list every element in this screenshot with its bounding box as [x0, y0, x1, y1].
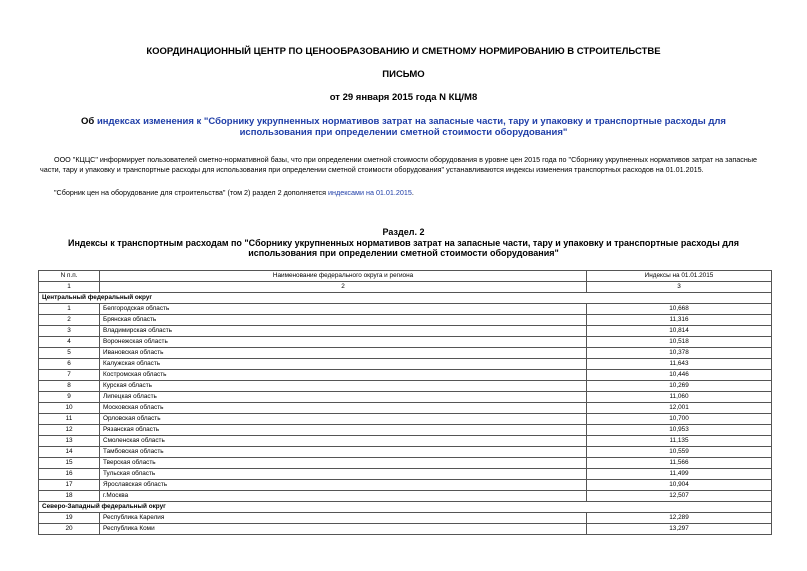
region-name: Республика Карелия — [100, 513, 587, 524]
table-row — [39, 315, 772, 326]
region-name: Владимирская область — [100, 326, 587, 337]
row-number: 13 — [39, 436, 100, 447]
index-value: 10,904 — [587, 480, 772, 491]
region-name: Курская область — [100, 381, 587, 392]
document-date: от 29 января 2015 года N КЦ/М8 — [329, 92, 478, 103]
subject-link[interactable]: индексах изменения к "Сборнику укрупненных нормативов затрат на запасные части, тару и упаковку и транспортные расходы для использования при определении сметной стоимости оборудования" — [96, 116, 726, 138]
document-subject — [50, 116, 757, 138]
row-number: 11 — [39, 414, 100, 425]
section-number: Раздел. 2 — [382, 227, 425, 237]
row-number: 10 — [39, 403, 100, 414]
row-number: 5 — [39, 348, 100, 359]
index-value: 10,446 — [587, 370, 772, 381]
region-name: Тверская область — [100, 458, 587, 469]
supplement-paragraph — [54, 188, 784, 198]
row-number: 15 — [39, 458, 100, 469]
header-number: N п.п. — [39, 271, 100, 282]
region-name: Московская область — [100, 403, 587, 414]
table-row — [39, 414, 772, 425]
row-number: 17 — [39, 480, 100, 491]
row-number: 20 — [39, 524, 100, 535]
column-number-row — [39, 282, 772, 293]
index-value: 11,316 — [587, 315, 772, 326]
row-number: 19 — [39, 513, 100, 524]
document-type: ПИСЬМО — [382, 69, 425, 80]
region-name: Ивановская область — [100, 348, 587, 359]
region-name: Брянская область — [100, 315, 587, 326]
index-value: 12,001 — [587, 403, 772, 414]
header-index: Индексы на 01.01.2015 — [587, 271, 772, 282]
row-number: 9 — [39, 392, 100, 403]
index-value: 11,499 — [587, 469, 772, 480]
table-row — [39, 524, 772, 535]
index-value: 10,518 — [587, 337, 772, 348]
region-name: Костромская область — [100, 370, 587, 381]
region-name: Липецкая область — [100, 392, 587, 403]
index-value: 11,643 — [587, 359, 772, 370]
column-number-2: 2 — [100, 282, 587, 293]
region-name: г.Москва — [100, 491, 587, 502]
supplement-text: "Сборник цен на оборудование для строительства" (том 2) раздел 2 дополняется — [54, 188, 329, 197]
row-number: 4 — [39, 337, 100, 348]
table-row — [39, 469, 772, 480]
subject-prefix: Об — [81, 116, 97, 127]
group-name: Северо-Западный федеральный округ — [39, 502, 772, 513]
region-name: Тамбовская область — [100, 447, 587, 458]
index-value: 11,135 — [587, 436, 772, 447]
index-value: 12,289 — [587, 513, 772, 524]
region-name: Воронежская область — [100, 337, 587, 348]
row-number: 12 — [39, 425, 100, 436]
index-value: 12,507 — [587, 491, 772, 502]
table-row — [39, 480, 772, 491]
row-number: 7 — [39, 370, 100, 381]
region-name: Белгородская область — [100, 304, 587, 315]
row-number: 3 — [39, 326, 100, 337]
column-number-1: 1 — [39, 282, 100, 293]
index-value: 13,297 — [587, 524, 772, 535]
supplement-end: . — [411, 188, 414, 197]
table-row — [39, 425, 772, 436]
row-number: 2 — [39, 315, 100, 326]
table-row — [39, 381, 772, 392]
index-value: 10,559 — [587, 447, 772, 458]
table-body — [39, 293, 772, 535]
index-value: 10,814 — [587, 326, 772, 337]
row-number: 16 — [39, 469, 100, 480]
table-row — [39, 436, 772, 447]
region-name: Ярославская область — [100, 480, 587, 491]
table-row — [39, 447, 772, 458]
table-row — [39, 370, 772, 381]
group-name: Центральный федеральный округ — [39, 293, 772, 304]
index-value: 10,269 — [587, 381, 772, 392]
table-row — [39, 326, 772, 337]
table-row — [39, 304, 772, 315]
region-name: Республика Коми — [100, 524, 587, 535]
row-number: 14 — [39, 447, 100, 458]
row-number: 1 — [39, 304, 100, 315]
index-value: 10,378 — [587, 348, 772, 359]
table-row — [39, 513, 772, 524]
intro-paragraph: ООО "КЦЦС" информирует пользователей сметно-нормативной базы, что при определении сметной стоимости оборудования в уровне цен 2015 года по "Сборнику укрупненных нормативов затрат на запасные части, тару и упаковку и транспортные расходы для использования при определении сметной стоимости оборудования" устанавливаются индексы изменения транспортных расходов на 01.01.2015. — [40, 155, 758, 174]
indices-link[interactable]: индексами на 01.01.2015 — [328, 188, 412, 197]
table-row — [39, 403, 772, 414]
table-row — [39, 337, 772, 348]
region-name: Тульская область — [100, 469, 587, 480]
index-value: 11,566 — [587, 458, 772, 469]
header-region: Наименование федерального округа и региона — [100, 271, 587, 282]
index-value: 10,700 — [587, 414, 772, 425]
row-number: 8 — [39, 381, 100, 392]
index-value: 10,953 — [587, 425, 772, 436]
region-name: Рязанская область — [100, 425, 587, 436]
index-value: 11,060 — [587, 392, 772, 403]
index-value: 10,668 — [587, 304, 772, 315]
organization-heading: КООРДИНАЦИОННЫЙ ЦЕНТР ПО ЦЕНООБРАЗОВАНИЮ И СМЕТНОМУ НОРМИРОВАНИЮ В СТРОИТЕЛЬСТВЕ — [146, 46, 661, 57]
table-row — [39, 348, 772, 359]
region-name: Калужская область — [100, 359, 587, 370]
row-number: 6 — [39, 359, 100, 370]
column-number-3: 3 — [587, 282, 772, 293]
group-row — [39, 502, 772, 513]
region-name: Орловская область — [100, 414, 587, 425]
indices-table — [38, 270, 772, 535]
group-row — [39, 293, 772, 304]
table-header-row — [39, 271, 772, 282]
section-title: Индексы к транспортным расходам по "Сборнику укрупненных нормативов затрат на запасные части, тару и упаковку и транспортные расходы для использования при определении сметной стоимости оборудования" — [68, 238, 739, 258]
table-row — [39, 359, 772, 370]
region-name: Смоленская область — [100, 436, 587, 447]
table-row — [39, 458, 772, 469]
table-row — [39, 392, 772, 403]
table-row — [39, 491, 772, 502]
row-number: 18 — [39, 491, 100, 502]
